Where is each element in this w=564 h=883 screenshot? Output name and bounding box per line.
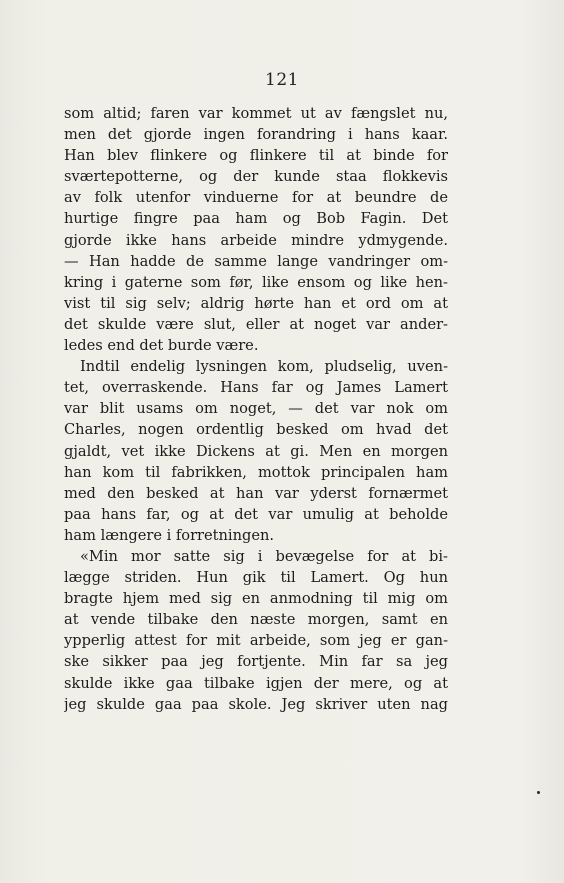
paragraph-end-line: ledes end det burde være. [64, 337, 259, 355]
text-line: gjorde ikke hans arbeide mindre ydmygende. [64, 231, 448, 249]
text-line: skulde ikke gaa tilbake igjen der mere, og at [64, 674, 448, 692]
paragraph-start-line: Indtil endelig lysningen kom, pludselig, uven- [80, 358, 448, 376]
text-line: ypperlig attest for mit arbeide, som jeg er gan- [64, 632, 448, 650]
text-line: med den besked at han var yderst fornærmet [64, 484, 448, 502]
text-line: lægge striden. Hun gik til Lamert. Og hun [64, 569, 448, 587]
text-line: paa hans far, og at det var umulig at beholde [64, 505, 448, 523]
text-line: tet, overraskende. Hans far og James Lamert [64, 379, 448, 397]
paragraph-end-line: ham længere i forretningen. [64, 526, 275, 544]
page-number: 121 [265, 70, 299, 90]
text-line: som altid; faren var kommet ut av fængslet nu, [64, 105, 448, 122]
text-line: av folk utenfor vinduerne for at beundre de [64, 189, 448, 207]
text-line: det skulde være slut, eller at noget var ander- [64, 315, 448, 333]
text-line: vist til sig selv; aldrig hørte han et ord om at [64, 294, 448, 312]
text-line: bragte hjem med sig en anmodning til mig om [64, 590, 448, 608]
text-line: hurtige fingre paa ham og Bob Fagin. Det [64, 210, 448, 228]
text-line: ske sikker paa jeg fortjente. Min far sa jeg [64, 653, 448, 671]
text-line: Han blev flinkere og flinkere til at binde for [64, 147, 448, 165]
text-line: Charles, nogen ordentlig besked om hvad det [64, 421, 448, 439]
text-line: jeg skulde gaa paa skole. Jeg skriver uten nag [64, 695, 448, 713]
text-line: kring i gaterne som før, like ensom og like hen- [64, 273, 448, 291]
paper-speck [537, 791, 540, 794]
text-line: at vende tilbake den næste morgen, samt en [64, 611, 448, 629]
text-line: sværtepotterne, og der kunde staa flokkevis [64, 168, 448, 186]
paragraph-start-line: «Min mor satte sig i bevægelse for at bi- [80, 547, 448, 565]
text-line: men det gjorde ingen forandring i hans kaar. [64, 126, 448, 144]
body-text [64, 103, 448, 715]
text-line: han kom til fabrikken, mottok principalen ham [64, 463, 448, 481]
text-line: var blit usams om noget, — det var nok om [64, 400, 448, 418]
text-line: gjaldt, vet ikke Dickens at gi. Men en morgen [64, 442, 448, 460]
text-line: — Han hadde de samme lange vandringer om- [64, 252, 448, 270]
